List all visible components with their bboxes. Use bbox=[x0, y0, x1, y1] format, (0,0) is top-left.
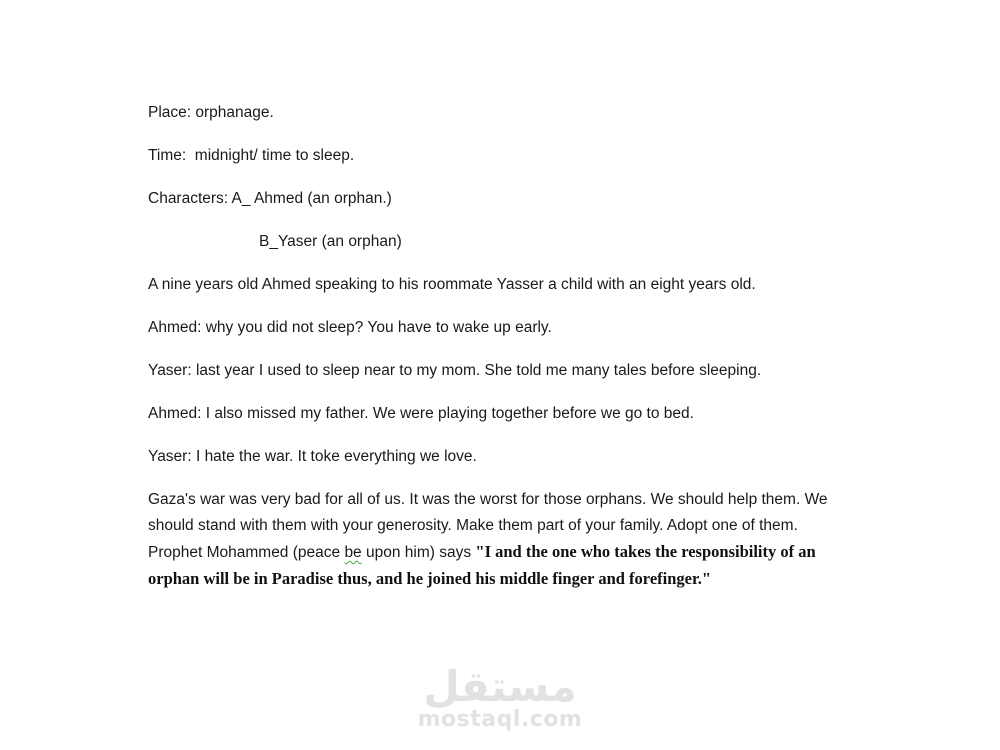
doc-paragraph-dialogue-yaser-2: Yaser: I hate the war. It toke everything we love. bbox=[148, 448, 477, 465]
doc-paragraph-dialogue-yaser-1: Yaser: last year I used to sleep near to my mom. She told me many tales before sleeping. bbox=[148, 362, 762, 379]
doc-final-paragraph bbox=[148, 487, 840, 593]
document-text-block bbox=[148, 100, 840, 610]
final-paragraph-text-before: Gaza's war was very bad for all of us. It was the worst for those orphans. We should help them. We should stand with them with your generosity. Make them part of your family. Adopt one of them. Prophet Mohammed (peace bbox=[148, 491, 832, 561]
mostaql-logo-arabic: مستقل bbox=[423, 662, 577, 711]
doc-line-characters-a: Characters: A_ Ahmed (an orphan.) bbox=[148, 190, 392, 207]
grammar-check-word: be bbox=[344, 544, 362, 561]
doc-paragraph-narration: A nine years old Ahmed speaking to his roommate Yasser a child with an eight years old. bbox=[148, 276, 756, 293]
final-paragraph-text-after: upon him) says bbox=[361, 544, 476, 561]
doc-paragraph-dialogue-ahmed-1: Ahmed: why you did not sleep? You have to wake up early. bbox=[148, 319, 552, 336]
doc-line-place: Place: orphanage. bbox=[148, 104, 274, 121]
mostaql-watermark bbox=[418, 663, 583, 731]
doc-line-time: Time: midnight/ time to sleep. bbox=[148, 147, 355, 164]
doc-line-character-b: B_Yaser (an orphan) bbox=[259, 233, 402, 250]
mostaql-domain-text: mostaql.com bbox=[417, 707, 583, 732]
doc-paragraph-dialogue-ahmed-2: Ahmed: I also missed my father. We were playing together before we go to bed. bbox=[148, 405, 694, 422]
hadith-quote: "I and the one who takes the responsibility of an orphan will be in Paradise thus, and he joined his middle finger and forefinger." bbox=[148, 542, 820, 588]
